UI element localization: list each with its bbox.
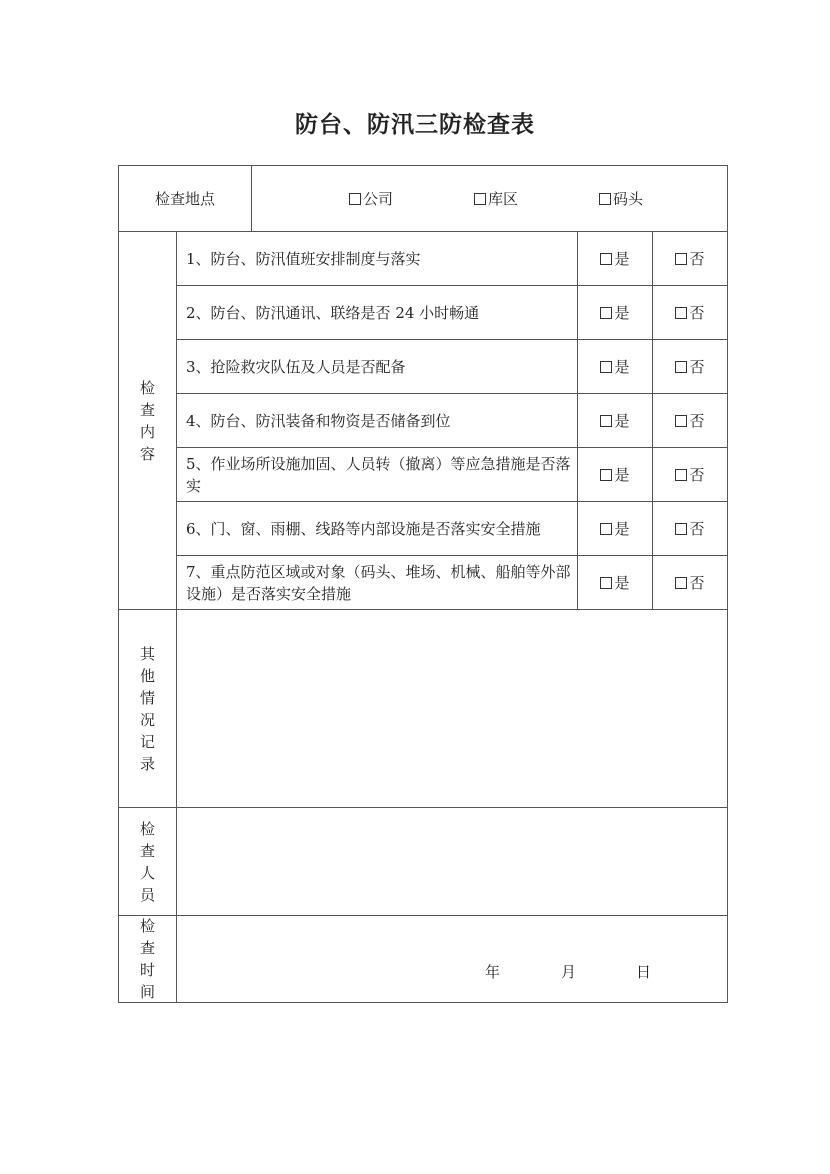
no-option[interactable]: [652, 339, 728, 394]
option-label: 库区: [488, 189, 519, 208]
no-label: 否: [689, 465, 705, 484]
checkbox-icon[interactable]: [600, 577, 612, 589]
yes-option[interactable]: [577, 501, 653, 556]
check-item-text: 4、防台、防汛装备和物资是否储备到位: [186, 411, 451, 430]
yes-label: 是: [614, 303, 630, 322]
no-option[interactable]: [652, 285, 728, 340]
checkbox-icon[interactable]: [600, 307, 612, 319]
page-title: 防台、防汛三防检查表: [295, 112, 535, 138]
location-label: [118, 165, 252, 232]
yes-option[interactable]: [577, 231, 653, 286]
no-option[interactable]: [652, 501, 728, 556]
option-label: 公司: [363, 189, 394, 208]
other-field[interactable]: [176, 609, 728, 808]
yes-option[interactable]: [577, 393, 653, 448]
inspector-label-text: 检查人员: [139, 819, 155, 904]
check-item: [176, 447, 578, 502]
no-option[interactable]: [652, 447, 728, 502]
inspector-field[interactable]: [176, 807, 728, 916]
checkbox-icon[interactable]: [600, 469, 612, 481]
day-label: 日: [636, 963, 652, 981]
check-item-text: 5、作业场所设施加固、人员转（撤离）等应急措施是否落实: [186, 454, 571, 495]
checkbox-icon[interactable]: [600, 253, 612, 265]
time-field[interactable]: [176, 915, 728, 1003]
no-option[interactable]: [652, 231, 728, 286]
checkbox-icon[interactable]: [474, 193, 486, 205]
content-label-text: 检查内容: [139, 378, 155, 463]
check-item: [176, 285, 578, 340]
checkbox-icon[interactable]: [600, 523, 612, 535]
yes-label: 是: [614, 411, 630, 430]
checkbox-icon[interactable]: [675, 253, 687, 265]
option-dock[interactable]: [599, 166, 643, 231]
checkbox-icon[interactable]: [600, 361, 612, 373]
no-label: 否: [689, 573, 705, 592]
time-label-text: 检查时间: [139, 917, 155, 1001]
yes-label: 是: [614, 573, 630, 592]
yes-label: 是: [614, 357, 630, 376]
check-item: [176, 231, 578, 286]
other-label: [118, 609, 177, 808]
check-item: [176, 501, 578, 556]
no-label: 否: [689, 303, 705, 322]
yes-label: 是: [614, 249, 630, 268]
checkbox-icon[interactable]: [675, 415, 687, 427]
other-label-text: 其他情况记录: [139, 644, 155, 773]
check-item: [176, 393, 578, 448]
no-option[interactable]: [652, 393, 728, 448]
option-warehouse[interactable]: [474, 166, 518, 231]
checkbox-icon[interactable]: [675, 523, 687, 535]
yes-option[interactable]: [577, 285, 653, 340]
yes-option[interactable]: [577, 447, 653, 502]
check-item-text: 6、门、窗、雨棚、线路等内部设施是否落实安全措施: [186, 519, 541, 538]
time-label: [118, 915, 177, 1003]
check-item: [176, 555, 578, 610]
checkbox-icon[interactable]: [675, 307, 687, 319]
month-label: 月: [561, 963, 577, 981]
option-label: 码头: [613, 189, 644, 208]
check-item-text: 2、防台、防汛通讯、联络是否 24 小时畅通: [186, 303, 480, 322]
checkbox-icon[interactable]: [600, 415, 612, 427]
check-item-text: 1、防台、防汛值班安排制度与落实: [186, 249, 421, 268]
check-item-text: 7、重点防范区域或对象（码头、堆场、机械、船舶等外部设施）是否落实安全措施: [186, 562, 571, 603]
yes-label: 是: [614, 519, 630, 538]
no-label: 否: [689, 411, 705, 430]
check-item-text: 3、抢险救灾队伍及人员是否配备: [186, 357, 406, 376]
content-label: [118, 231, 177, 610]
location-label-text: 检查地点: [154, 189, 215, 208]
yes-option[interactable]: [577, 339, 653, 394]
yes-option[interactable]: [577, 555, 653, 610]
checkbox-icon[interactable]: [599, 193, 611, 205]
no-label: 否: [689, 249, 705, 268]
year-label: 年: [485, 963, 501, 981]
inspector-label: [118, 807, 177, 916]
checkbox-icon[interactable]: [349, 193, 361, 205]
location-options: [251, 165, 728, 232]
yes-label: 是: [614, 465, 630, 484]
no-label: 否: [689, 357, 705, 376]
checkbox-icon[interactable]: [675, 577, 687, 589]
no-option[interactable]: [652, 555, 728, 610]
checkbox-icon[interactable]: [675, 469, 687, 481]
option-company[interactable]: [349, 166, 393, 231]
check-item: [176, 339, 578, 394]
checkbox-icon[interactable]: [675, 361, 687, 373]
no-label: 否: [689, 519, 705, 538]
